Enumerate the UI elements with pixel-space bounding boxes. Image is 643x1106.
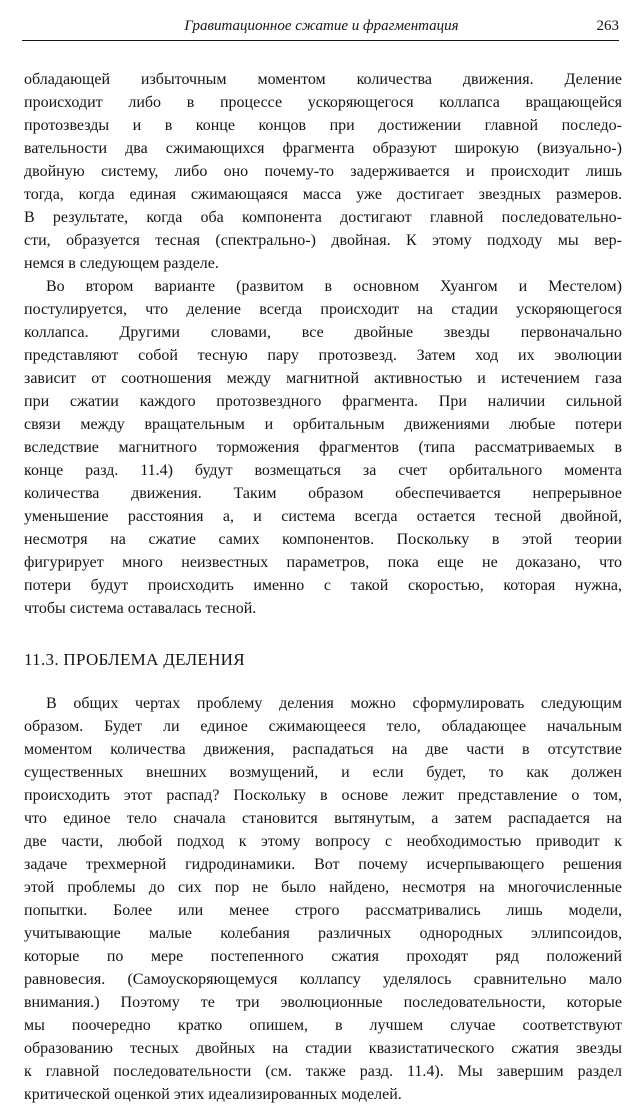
text-line: попытки. Более или менее строго рассматривались лишь модели, [24,902,622,919]
text-line: равновесия. (Самоускоряющемуся коллапсу уделялось сравнительно мало [24,971,622,988]
text-line: тогда, когда единая сжимающаяся масса уже достигает звездных размеров. [24,186,622,203]
text-line: вследствие магнитного торможения фрагментов (типа рассматриваемых в [24,439,622,456]
text-line: несмотря на сжатие самих компонентов. Поскольку в этой теории [24,531,622,548]
text-line: две части, любой подход к этому вопросу с необходимостью приводит к [24,833,622,850]
text-line: происходить этот распад? Поскольку в основе лежит представление о том, [24,787,622,804]
text-line: чтобы система оставалась тесной. [24,600,257,617]
text-line: фигурирует много неизвестных параметров, пока еще не доказано, что [24,554,622,571]
running-title: Гравитационное сжатие и фрагментация [184,18,459,34]
text-line: критической оценкой этих идеализированных моделей. [24,1086,402,1103]
text-line: обладающей избыточным моментом количества движения. Деление [24,71,622,88]
page-number: 263 [596,18,619,34]
paragraph-continuation [24,68,622,275]
text-line: внимания.) Поэтому те три эволюционные последовательности, которые [24,994,622,1011]
text-line: мы поочередно кратко опишем, в лучшем случае соответствуют [24,1017,622,1034]
text-line: вательности два сжимающихся фрагмента образуют широкую (визуально-) [24,140,622,157]
text-line: Во втором варианте (развитом в основном Хуангом и Местелом) [46,278,622,295]
text-line: потери будут происходить именно с такой скоростью, которая нужна, [24,577,622,594]
text-line: зависит от соотношения между магнитной активностью и истечением газа [24,370,622,387]
text-line: учитывающие малые колебания различных однородных эллипсоидов, [24,925,622,942]
text-line: постулируется, что деление всегда происходит на стадии ускоряющегося [24,301,622,318]
section-heading: 11.3. ПРОБЛЕМА ДЕЛЕНИЯ [24,650,245,669]
page-body [24,68,622,1106]
text-line: при сжатии каждого протозвездного фрагмента. При наличии сильной [24,393,622,410]
text-line: что единое тело сначала становится вытянутым, а затем распадается на [24,810,622,827]
text-line: задаче трехмерной гидродинамики. Вот почему исчерпывающего решения [24,856,622,873]
header-rule [22,40,619,41]
text-line: образованию тесных двойных на стадии квазистатического сжатия звезды [24,1040,622,1057]
text-line: этой проблемы до сих пор не было найдено, несмотря на многочисленные [24,879,622,896]
text-line: количества движения. Таким образом обеспечивается непрерывное [24,485,622,502]
text-line: образом. Будет ли единое сжимающееся тело, обладающее начальным [24,718,622,735]
text-line: двойную систему, либо оно почему-то задерживается и происходит лишь [24,163,622,180]
text-line: происходит либо в процессе ускоряющегося коллапса вращающейся [24,94,622,111]
paragraph-second-variant [24,275,622,620]
text-line: связи между вращательным и орбитальным движениями любые потери [24,416,622,433]
paragraph-fission-problem [24,692,622,1106]
text-line: уменьшение расстояния a, и система всегда остается тесной двойной, [24,508,622,525]
text-line: существенных внешних возмущений, и если будет, то как должен [24,764,622,781]
running-head [0,16,643,40]
text-line: представляют собой тесную пару протозвезд. Затем ход их эволюции [24,347,622,364]
text-line: В общих чертах проблему деления можно сформулировать следующим [46,695,622,712]
text-line: протозвезды и в конце концов при достижении главной последо- [24,117,622,134]
text-line: к главной последовательности (см. также разд. 11.4). Мы завершим раздел [24,1063,622,1080]
text-line: сти, образуется тесная (спектрально-) двойная. К этому подходу мы вер- [24,232,622,249]
text-line: В результате, когда оба компонента достигают главной последовательно- [24,209,622,226]
text-line: которые по мере постепенного сжатия проходят ряд положений [24,948,622,965]
text-line: моментом количества движения, распадаться на две части в отсутствие [24,741,622,758]
text-line: конце разд. 11.4) будут возмещаться за счет орбитального момента [24,462,622,479]
text-line: коллапса. Другими словами, все двойные звезды первоначально [24,324,622,341]
text-line: немся в следующем разделе. [24,255,219,272]
